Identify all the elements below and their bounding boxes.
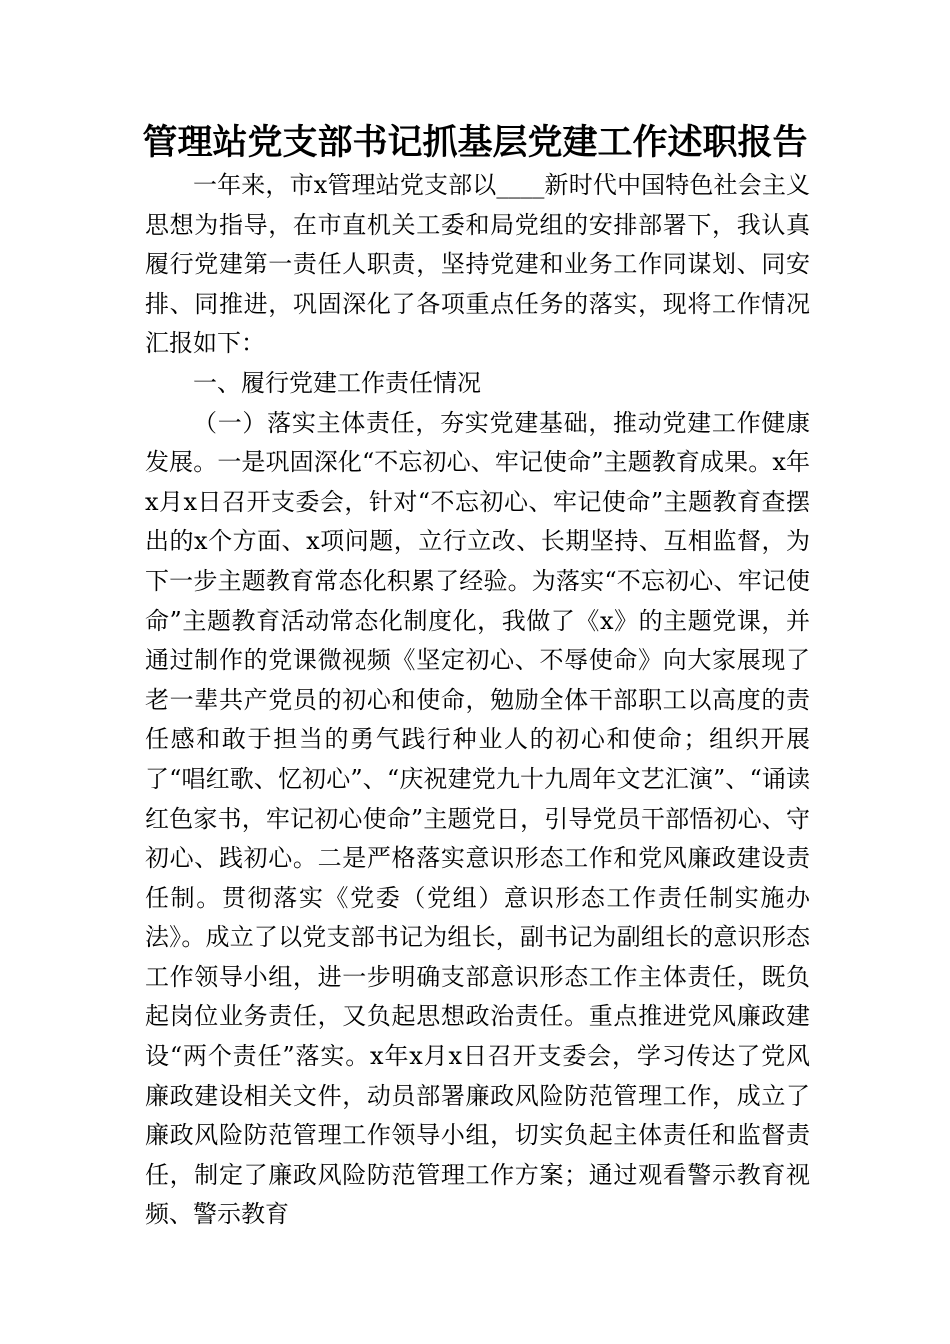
document-title: 管理站党支部书记抓基层党建工作述职报告 — [142, 123, 808, 163]
section-heading: 一、履行党建工作责任情况 — [193, 368, 481, 397]
paragraph-subsection-1: （一）落实主体责任，夯实党建基础，推动党建工作健康发展。一是巩固深化“不忘初心、牢记使命”主题教育成果。x年x月x日召开支委会，针对“不忘初心、牢记使命”主题教育查摆出的x个方面、x项问题，立行立改、长期坚持、互相监督，为下一步主题教育常态化积累了经验。为落实“不忘初心、牢记使命”主题教育活动常态化制度化，我做了《x》的主题党课，并通过制作的党课微视频《坚定初心、不辱使命》向大家展现了老一辈共产党员的初心和使命，勉励全体干部职工以高度的责任感和敢于担当的勇气践行种业人的初心和使命；组织开展了“唱红歌、忆初心”、“庆祝建党九十九周年文艺汇演”、“诵读红色家书，牢记初心使命”主题党日，引导党员干部悟初心、守初心、践初心。二是严格落实意识形态工作和党风廉政建设责任制。贯彻落实《党委（党组）意识形态工作责任制实施办法》。成立了以党支部书记为组长，副书记为副组长的意识形态工作领导小组，进一步明确支部意识形态工作主体责任，既负起岗位业务责任，又负起思想政治责任。重点推进党风廉政建设“两个责任”落实。x年x月x日召开支委会，学习传达了党风廉政建设相关文件，动员部署廉政风险防范管理工作，成立了廉政风险防范管理工作领导小组，切实负起主体责任和监督责任，制定了廉政风险防范管理工作方案；通过观看警示教育视频、警示教育 — [145, 408, 810, 1229]
paragraph-intro: 一年来，市x管理站党支部以____新时代中国特色社会主义思想为指导，在市直机关工委和局党组的安排部署下，我认真履行党建第一责任人职责，坚持党建和业务工作同谋划、同安排、同推进，巩固深化了各项重点任务的落实，现将工作情况汇报如下： — [145, 171, 810, 358]
document-body — [145, 166, 810, 1235]
